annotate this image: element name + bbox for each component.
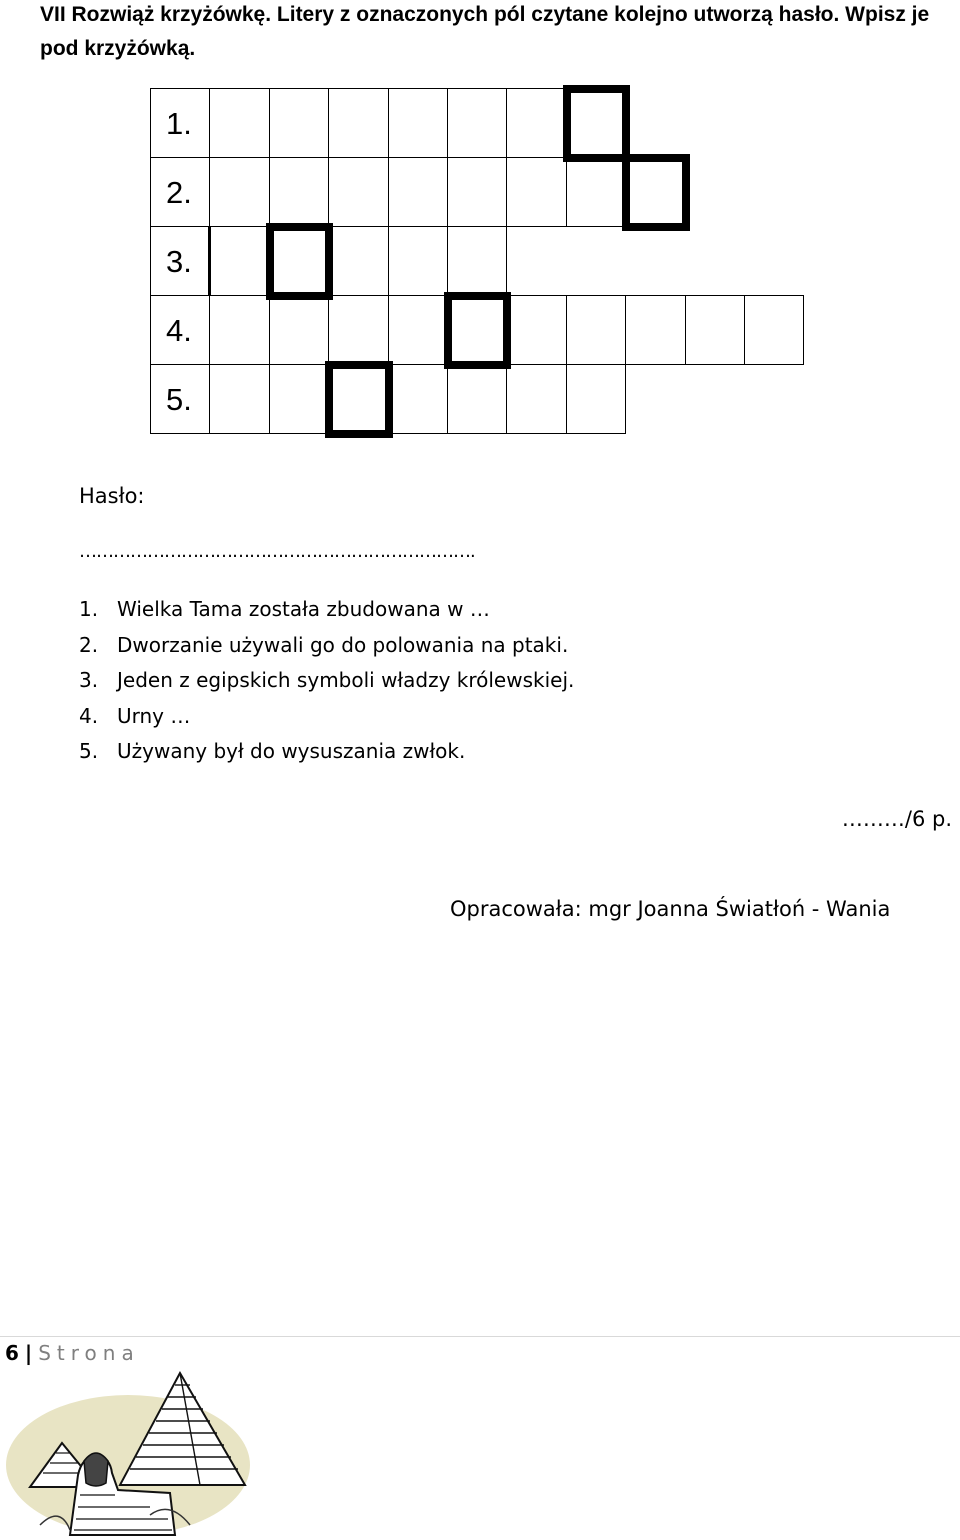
crossword-marked-cell[interactable]	[622, 154, 689, 231]
clue-text: Wielka Tama została zbudowana w …	[117, 597, 490, 621]
crossword-cell[interactable]	[209, 157, 269, 227]
crossword-cell[interactable]	[209, 88, 269, 158]
clue-number: 4.	[79, 703, 99, 728]
password-label: Hasło:	[79, 484, 145, 508]
score-field: ………/6 p.	[841, 807, 952, 831]
crossword-cell[interactable]	[506, 157, 566, 227]
clue-text: Używany był do wysuszania zwłok.	[117, 739, 466, 763]
clue-text: Jeden z egipskich symboli władzy królewskiej.	[117, 668, 575, 692]
crossword-cell[interactable]	[209, 295, 269, 365]
crossword-cell[interactable]	[506, 88, 566, 158]
crossword-cell[interactable]	[209, 226, 269, 296]
crossword-cell[interactable]	[328, 226, 388, 296]
footer-separator: |	[24, 1341, 33, 1365]
crossword-cell[interactable]	[388, 88, 448, 158]
clue-number: 3.	[79, 668, 99, 692]
crossword-cell[interactable]	[566, 364, 626, 434]
crossword-row-number: 5.	[166, 382, 192, 417]
clue-text: Urny …	[117, 703, 191, 728]
clue-item	[79, 734, 574, 770]
crossword-cell[interactable]	[685, 295, 745, 365]
footer-divider	[0, 1336, 960, 1337]
clue-list	[79, 592, 574, 770]
crossword-marked-cell[interactable]	[444, 292, 511, 369]
crossword-cell[interactable]	[269, 157, 329, 227]
clue-text: Dworzanie używali go do polowania na ptaki.	[117, 632, 569, 657]
task-instruction: VII Rozwiąż krzyżówkę. Litery z oznaczonych pól czytane kolejno utworzą hasło. Wpisz je pod krzyżówką.	[40, 3, 930, 60]
crossword-marked-cell[interactable]	[563, 85, 630, 162]
crossword-cell[interactable]	[447, 157, 507, 227]
clue-item	[79, 663, 574, 699]
clue-number: 2.	[79, 632, 99, 657]
crossword-cell[interactable]	[744, 295, 804, 365]
crossword-cell[interactable]	[388, 157, 448, 227]
crossword-row-number: 2.	[166, 175, 192, 210]
crossword-grid	[0, 0, 960, 460]
clue-item	[79, 699, 574, 735]
crossword-cell[interactable]	[328, 157, 388, 227]
crossword-cell[interactable]	[506, 364, 566, 434]
crossword-cell[interactable]	[269, 364, 329, 434]
page-number: 6	[5, 1341, 19, 1365]
crossword-marked-cell[interactable]	[325, 361, 392, 438]
clue-item	[79, 592, 574, 628]
clue-item	[79, 628, 574, 664]
password-blank: …………………………………………………………….	[79, 541, 475, 562]
crossword-cell[interactable]	[625, 295, 685, 365]
crossword-cell[interactable]	[388, 226, 448, 296]
crossword-cell[interactable]	[566, 157, 626, 227]
crossword-cell[interactable]	[506, 295, 566, 365]
crossword-row-number: 4.	[166, 313, 192, 348]
page-footer	[5, 1341, 140, 1365]
crossword-row-number: 1.	[166, 106, 192, 141]
crossword-cell[interactable]	[447, 226, 507, 296]
crossword-cell[interactable]	[447, 364, 507, 434]
crossword-edge-mark	[208, 226, 211, 296]
crossword-cell[interactable]	[447, 88, 507, 158]
crossword-cell[interactable]	[328, 88, 388, 158]
crossword-cell[interactable]	[269, 295, 329, 365]
crossword-cell[interactable]	[388, 364, 448, 434]
pyramids-sphinx-icon	[0, 1365, 260, 1540]
crossword-cell[interactable]	[566, 295, 626, 365]
crossword-cell[interactable]	[328, 295, 388, 365]
author-credit: Opracowała: mgr Joanna Światłoń - Wania	[450, 897, 891, 921]
crossword-marked-cell[interactable]	[266, 223, 333, 300]
crossword-cell[interactable]	[269, 88, 329, 158]
clue-number: 5.	[79, 739, 99, 763]
page-word: Strona	[38, 1341, 140, 1365]
crossword-row-number: 3.	[166, 244, 192, 279]
clue-number: 1.	[79, 597, 99, 621]
crossword-cell[interactable]	[388, 295, 448, 365]
crossword-cell[interactable]	[209, 364, 269, 434]
